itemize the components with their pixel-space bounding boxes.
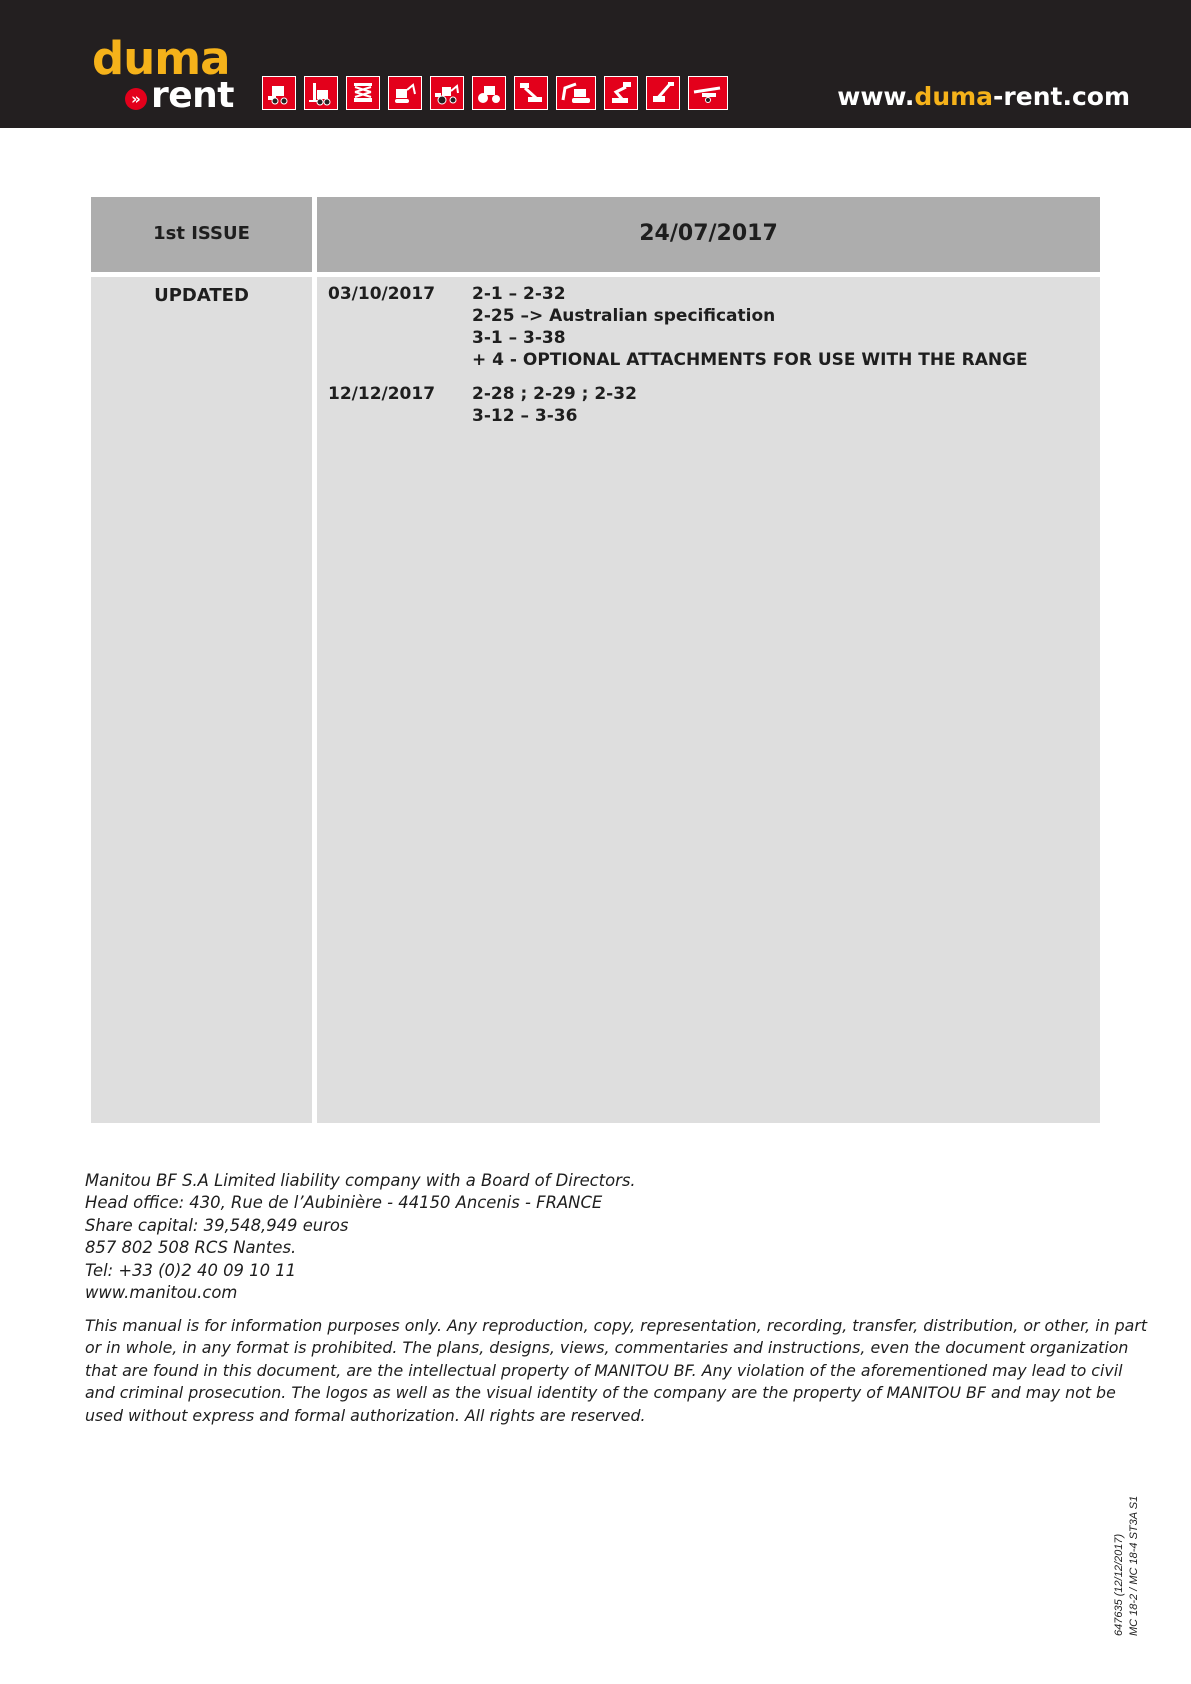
revision-pages xyxy=(472,383,637,427)
first-issue-label-cell xyxy=(91,197,312,272)
updated-label-cell xyxy=(91,277,312,1123)
url-suffix: -rent.com xyxy=(993,82,1130,111)
document-reference-model: MC 18-2 / MC 18-4 ST3A S1 xyxy=(1128,1495,1140,1636)
backhoe-loader-icon xyxy=(430,76,464,110)
document-reference xyxy=(1112,1496,1142,1636)
updated-label: UPDATED xyxy=(154,285,249,306)
document-reference-number: 647635 (12/12/2017) xyxy=(1113,1533,1125,1636)
website-url[interactable] xyxy=(837,82,1130,112)
articulated-boom-icon xyxy=(604,76,638,110)
legal-disclaimer xyxy=(85,1315,1148,1427)
revision-date: 12/12/2017 xyxy=(328,384,436,404)
scissor-lift-icon xyxy=(346,76,380,110)
revisions-cell xyxy=(317,277,1100,1123)
telescopic-handler-icon xyxy=(646,76,680,110)
rcs-line: 857 802 508 RCS Nantes. xyxy=(85,1238,297,1258)
company-info xyxy=(85,1170,1115,1304)
telephone-line: Tel: +33 (0)2 40 09 10 11 xyxy=(85,1260,297,1280)
revision-pages xyxy=(472,283,1028,371)
compactor-icon xyxy=(472,76,506,110)
revision-page-line: 2-1 – 2-32 xyxy=(472,284,566,304)
revision-page-line: + 4 - OPTIONAL ATTACHMENTS FOR USE WITH THE RANGE xyxy=(472,350,1028,370)
disclaimer-line: or in whole, in any format is prohibited. The plans, designs, views, commentaries and instructions, even the document organization xyxy=(85,1338,1129,1358)
share-capital-line: Share capital: 39,548,949 euros xyxy=(85,1215,349,1235)
first-issue-date-cell xyxy=(317,197,1100,272)
revision-page-line: 2-25 –> Australian specification xyxy=(472,306,776,326)
forklift-icon xyxy=(304,76,338,110)
mini-excavator-icon xyxy=(388,76,422,110)
first-issue-date: 24/07/2017 xyxy=(639,221,778,246)
company-website-link[interactable]: www.manitou.com xyxy=(85,1283,238,1303)
skid-steer-icon xyxy=(262,76,296,110)
equipment-icon-strip xyxy=(262,76,736,110)
boom-lift-icon xyxy=(514,76,548,110)
first-issue-label: 1st ISSUE xyxy=(153,223,250,244)
logo-duma-text: duma xyxy=(92,32,230,85)
revision-page-line: 2-28 ; 2-29 ; 2-32 xyxy=(472,384,637,404)
logo-chevron-icon: » xyxy=(125,88,147,110)
url-brand: duma xyxy=(914,82,994,111)
page-header xyxy=(0,0,1191,128)
trailer-platform-icon xyxy=(688,76,728,110)
disclaimer-line: that are found in this document, are the intellectual property of MANITOU BF. Any violation of the aforementioned may lead to civil xyxy=(85,1360,1123,1380)
head-office-line: Head office: 430, Rue de l’Aubinière - 44150 Ancenis - FRANCE xyxy=(85,1193,603,1213)
disclaimer-line: This manual is for information purposes only. Any reproduction, copy, representation, recording, transfer, distribution, or other, in part xyxy=(85,1316,1148,1335)
company-name-line: Manitou BF S.A Limited liability company with a Board of Directors. xyxy=(85,1171,636,1190)
disclaimer-line: used without express and formal authorization. All rights are reserved. xyxy=(85,1405,646,1425)
disclaimer-line: and criminal prosecution. The logos as well as the visual identity of the company are the property of MANITOU BF and may not be xyxy=(85,1383,1116,1403)
url-prefix: www. xyxy=(837,82,915,111)
revision-date: 03/10/2017 xyxy=(328,284,436,304)
duma-rent-logo xyxy=(92,32,242,116)
excavator-icon xyxy=(556,76,596,110)
logo-rent-text: rent xyxy=(151,75,235,116)
revision-page-line: 3-1 – 3-38 xyxy=(472,328,566,348)
revision-page-line: 3-12 – 3-36 xyxy=(472,406,578,426)
